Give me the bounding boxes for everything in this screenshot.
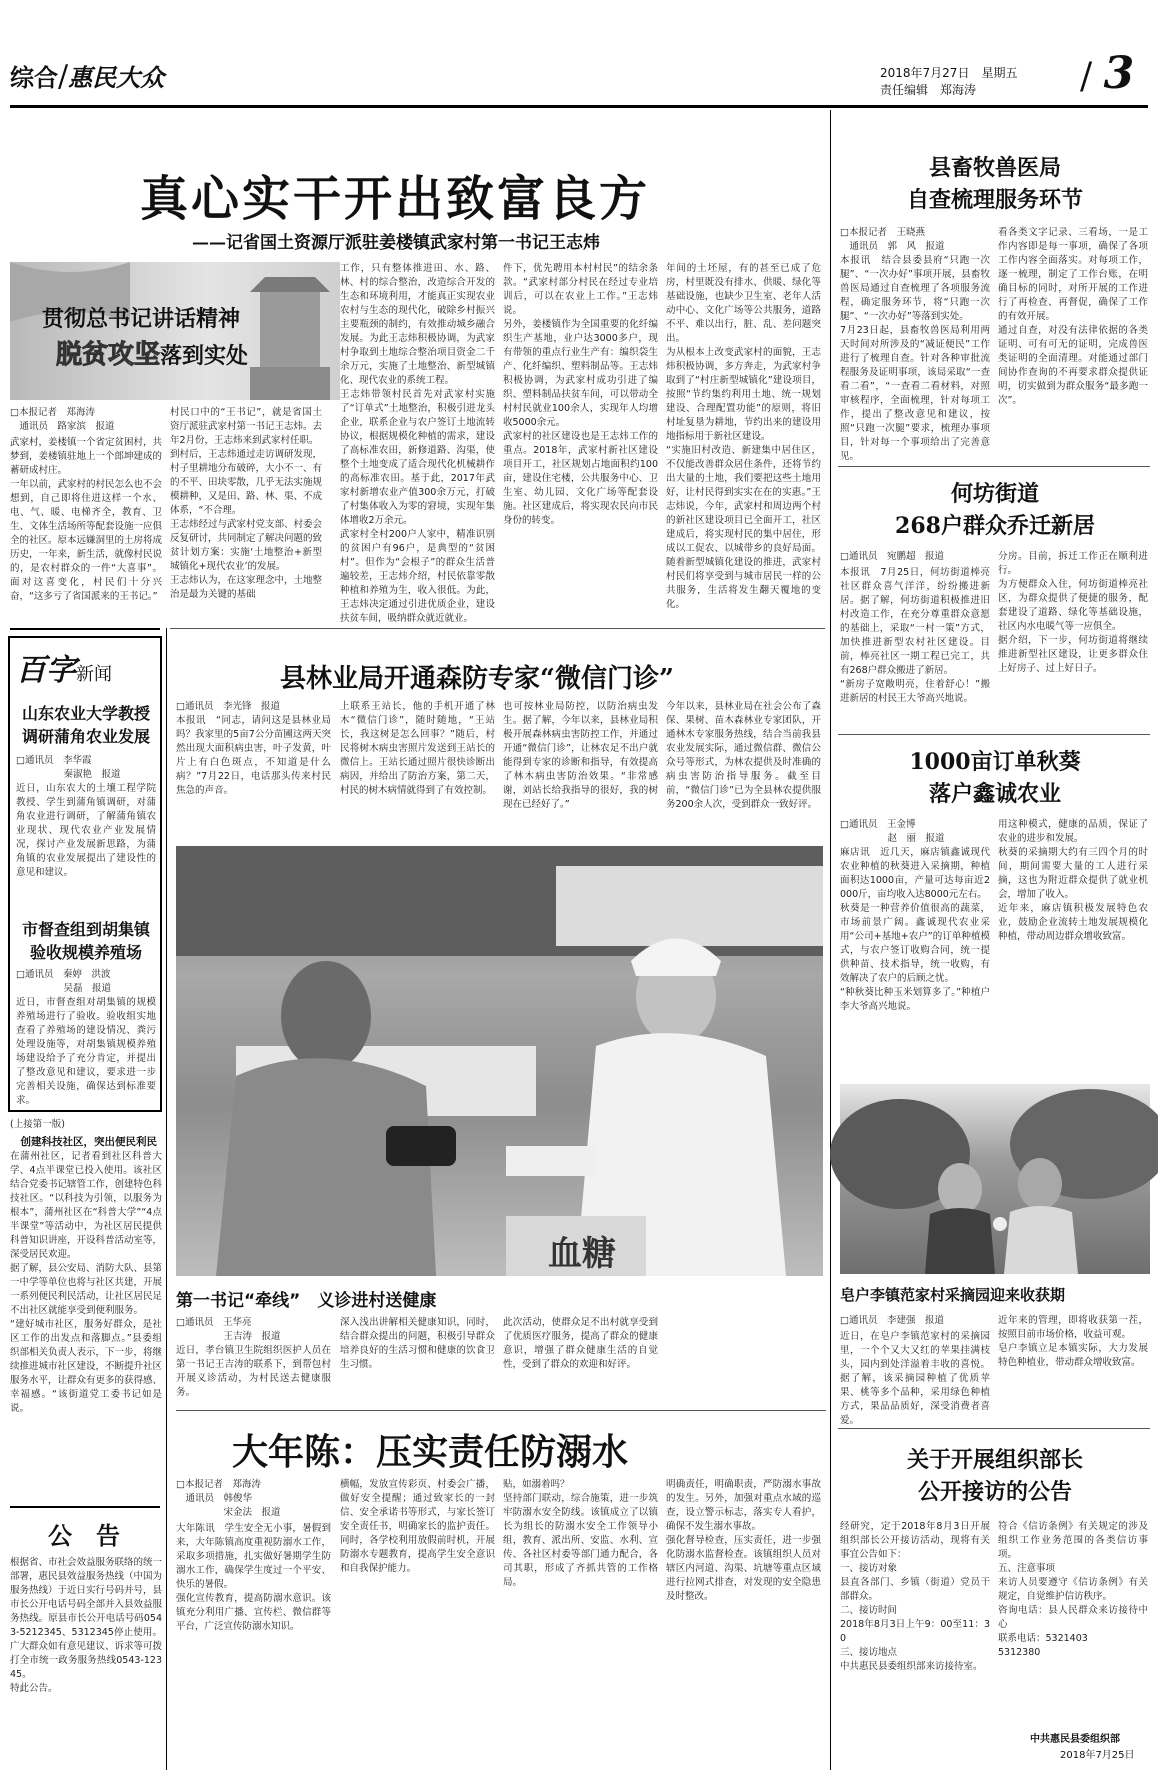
clinic-body3: 此次活动，使群众足不出村就享受到了优质医疗服务，提高了群众的健康意识，增强了群众健康生活的自觉性，受到了群众的欢迎和好评。 (503, 1317, 658, 1370)
lead-body-col4: 件下，优先聘用本村村民”的结余条款。“武家村部分村民在经过专业培训后，可以在农业上工作。”王志炜说。 另外，姜楼镇作为全国重要的化纤编织生产基地，业户达3000多户，现有带领的重点行业生产有：编织袋生产、化纤编织、塑料制品等。王志炜积极协调，为武家村成功引进了编织、塑料制品扶贫车间，可以带动全村村民就业100余人，实现年人均增收5000余元。 武家村的社区建设也是王志炜工作的重点。2018年，武家村新社区建设项目开工，社区规划占地面积约100亩，建设住宅楼，公共服务中心、卫生室、幼儿园、文化广场等配套设施。社区建成后，将实现农民向市民身份的转变。 (503, 263, 658, 526)
clinic-photo-caption: 第一书记“牵线” 义诊进村送健康 (176, 1291, 437, 1311)
public-reception-body2: 符合《信访条例》有关规定的涉及组织工作业务范围的各类信访事项。 五、注意事项 来访人员要遵守《信访条例》有关规定，自觉维护信访秩序。 咨询电话：县人民群众来访接待中心 联系电话：5321403 5312380 (998, 1521, 1148, 1658)
lead-byline: □本报记者 郑海涛 通讯员 路家滨 报道 (10, 407, 115, 432)
lead-body-col2: 村民口中的“王书记”，就是省国土资厅派驻武家村第一书记王志炜。去年2月份，王志炜来到武家村任职。 到村后，王志炜通过走访调研发现，村子里耕地分布破碎，大小不一、有的不平、田块零散，几乎无法实施规模耕种，又是田、路、林、渠、不成体系，“不合理。 王志炜经过与武家村党支部、村委会反复研讨，共同制定了解决问题的致贫计划方案：实施‘土地整治+新型城镇化+现代农业’的发展。 王志炜认为，在这家理念中，土地整治是最为关键的基础 (170, 407, 323, 600)
brand-name: 惠民大众 (68, 63, 165, 92)
left-notice-body: 根据省、市社会效益服务联络的统一部署，惠民县效益服务热线（中国为服务热线）于近日实行号码并号，县市长公开电话号码全部并入县效益服务热线。原县市长公开电话号码0543-5212345、5312345停止使用。广大群众如有意见建议、诉求等可拨打全市统一政务服务热线0543-12345。 特此公告。 (10, 1557, 163, 1694)
clinic-photo-illustration (176, 846, 823, 1276)
animal-husbandry-body2: 看各类文字记录、三看场，一是工作内容即是每一事项，确保了各项工作内容全面落实。对每项工作，逐一梳理，制定了工作台账，在明确目标的同时，对所开展的工作进行了再检查、再督促，确保了工作的有效开展。 通过自查，对没有法律依据的各类证明、可有可无的证明，完成兽医类证明的全面清理。对能通过部门间协作查询的不再要求群众提供证明，切实做到为群众服务“最多跑一次”。 (998, 227, 1148, 406)
banner-image (10, 262, 340, 400)
hefang-title: 何坊街道 268户群众乔迁新居 (895, 481, 1095, 539)
photo-label-text: 血糖 (548, 1234, 616, 1274)
hefang-byline: □通讯员 宛鹏超 报道 (840, 551, 944, 562)
orchard-photo-illustration (840, 1084, 1150, 1274)
orchard-body2: 近年来的管理，即将收获第一茬，按照目前市场价格，收益可观。 皂户李镇立足本镇实际，大力发展特色种植业，带动群众增收致富。 (998, 1315, 1148, 1368)
okra-byline: □通讯员 王金博 赵 丽 报道 (840, 819, 945, 844)
brief-news-logo (16, 645, 112, 689)
clinic-bottom-rule (176, 1410, 826, 1411)
hefang-body1: 本报讯 7月25日，何坊街道棒亮社区群众喜气洋洋，纷纷搬进新居。据了解，何坊街道积极推进旧村改造工作，在充分尊重群众意愿的基础上，采取“一村一策”方式，加快推进新型农村社区建设。目前，棒亮社区一期工程已完工，共有268户群众搬进了新居。 “新房子宽敞明亮，住着舒心！”搬进新居的村民王大爷高兴地说。 (840, 567, 990, 704)
masthead-section (10, 58, 164, 94)
animal-husbandry-byline: □本报记者 王晓燕 通讯员 郭 风 报道 (840, 227, 945, 252)
lead-title: 真心实干开出致富良方 (140, 171, 651, 227)
forestry-title: 县林业局开通森防专家“微信门诊” (280, 664, 674, 694)
brief-news-icon: 百字 (16, 653, 76, 688)
right-rule-1 (838, 466, 1150, 467)
page-number-slash: / (1080, 56, 1104, 97)
vertical-rule-left (166, 628, 167, 1770)
public-reception-body1: 经研究，定于2018年8月3日开展组织部长公开接访活动，现将有关事宜公告如下： 一、接访对象 县直各部门、乡镇（街道）党员干部群众。 二、接访时间 2018年8月3日上午9：00至11：30 三、接访地点 中共惠民县委组织部来访接待室。 (840, 1521, 990, 1672)
lead-bottom-rule (170, 628, 825, 629)
jump-section-title: 创建科技社区，突出便民利民 (10, 1136, 157, 1148)
orchard-photo (840, 1084, 1150, 1274)
public-reception-date: 2018年7月25日 (1060, 1750, 1135, 1761)
left-news1-body: □通讯员 李华霞 秦淑艳 报道 近日，山东农大的土壤工程学院教授、学生到蒲角镇调研，对蒲角农业进行调研，了解蒲角镇农业现状、现代农业产业发展情况，探讨产业发展新思路，为蒲角镇的农业发展提出了建设性的意见和建议。 (16, 755, 156, 878)
drowning-byline: □本报记者 郑海涛 通讯员 韩俊华 宋金法 报道 (176, 1479, 281, 1518)
forestry-body4: 今年以来，县林业局在社会公布了森保、果树、苗木森林业专家团队，开通林木专家服务热线，结合当前我县农业发展实际，通过微信群、微信公众号等形式，为林农提供及时准确的病虫害防治指导服务。截至目前，“微信门诊”已为全县林农提供服务200余人次，受到群众一致好评。 (666, 701, 821, 810)
clinic-body1: 近日，孝台镇卫生院组织医护人员在第一书记王吉涛的联系下，到帮包村开展义诊活动，为村民送去健康服务。 (176, 1345, 331, 1398)
lead-body-col3: 工作，只有整体推进田、水、路、林、村的综合整治，改造综合开发的生态和环境利用，才能真正实现农业农村与生态的现代化，破除乡村振兴主要瓶颈的制约，有效推动城乡融合发展。为此王志炜积极协调，为武家村争取到土地综合整治项目资金二千余万元，实施了土地整治、新型城镇化、现代农业的系统工程。 王志炜带领村民首先对武家村实施了“订单式”土地整治，积极引进龙头企业，联系企业与农户签订土地流转协议，根据规模化种植的需求，建设了高标准农田，新修道路、沟渠，使整个土地变成了适合现代化机械耕作的高标准农田。基于此，2017年武家村新增农业产值300余万元，打破了村集体收入为零的窘境，实现年集体增收2万余元。 武家村全村200户人家中，精准识别的贫困户有96户，是典型的“贫困村”。但作为“会根子”的群众生活普遍较差，王志炜介绍，村民依靠零散种植和养殖为生，收入很低。为此，王志炜决定通过引进优质企业，建设扶贫车间，吸纳群众就近就业。 (340, 263, 495, 624)
masthead-date: 2018年7月27日 星期五 (880, 66, 1018, 80)
drowning-body1: 大年陈讯 学生安全无小事，暑假到来，大年陈镇高度重视防溺水工作，采取多项措施，扎实做好暑期学生防溺水工作，确保学生度过一个平安、快乐的暑假。 强化宣传教育，提高防溺水意识。该镇充分利用广播、宣传栏、微信群等平台，广泛宣传防溺水知识。 (176, 1523, 331, 1632)
orchard-photo-caption: 皂户李镇范家村采摘园迎来收获期 (840, 1286, 1066, 1304)
forestry-body2: 上联系王站长，他的手机开通了林木“微信门诊”，随时随地，“王站长，我这树是怎么回事？”随后，村民将树木病虫害照片发送到王站长的微信上。王站长通过照片很快诊断出病因，并给出了防治方案，第二天，村民的树木病情就得到了有效控制。 (340, 701, 495, 796)
left-news1-title: 山东农业大学教授调研蒲角农业发展 (21, 704, 150, 746)
clinic-photo (176, 846, 823, 1276)
animal-husbandry-body1: 本报讯 结合县委县府“只跑一次腿”、“一次办好”事项开展，县畜牧兽医局通过自查梳理了各项服务流程，确定服务环节，将“只跑一次腿”、“一次办好”等落到实处。 7月23日起，县畜牧兽医局利用两天时间对所涉及的“减证便民”工作进行了梳理自查。针对各种审批流程服务及证明事项，该局采取“一查看二看”，“一查看二看材料，对照审核程序，全面梳理，针对每项工作，提出了整改意见和建议，按照“只跑一次腿”要求，梳理办事项目，针对每一个事项给出了完善意见。 (840, 255, 990, 462)
left-news2-body: □通讯员 秦婷 洪波 吴磊 报道 近日，市督查组对胡集镇的规模养殖场进行了验收。验收组实地查看了养殖场的建设情况、粪污处理设施等，对胡集镇规模养殖场建设给予了充分肯定，并提出了整改意见和建议，要求进一步完善相关设施，确保达到标准要求。 (16, 969, 156, 1106)
drowning-title: 大年陈：压实责任防溺水 (232, 1431, 629, 1473)
lead-subtitle: ——记省国土资源厅派驻姜楼镇武家村第一书记王志炜 (192, 233, 600, 253)
animal-husbandry-title: 县畜牧兽医局 自查梳理服务环节 (906, 155, 1083, 213)
vertical-rule-right (830, 110, 831, 1770)
left-notice-rule (10, 1506, 160, 1508)
public-reception-title: 关于开展组织部长 公开接访的公告 (906, 1447, 1083, 1505)
orchard-body1: 近日，在皂户李镇范家村的采摘园里，一个个又大又红的苹果挂满枝头，园内到处洋溢着丰收的喜悦。据了解，该采摘园种植了优质苹果、桃等多个品种，采用绿色种植方式，果品品质好，深受消费者喜爱。 (840, 1331, 990, 1426)
forestry-body3: 也可按林业局防控，以防治病虫发生。据了解，今年以来，县林业局积极开展森林病虫害防控工作，并通过开通“微信门诊”，让林农足不出户就能得到专家的诊断和指导，有效提高了林木病虫害防治效果。“非常感谢，刘站长给我指导的很好，我的树现在已经好了。” (503, 701, 658, 810)
banner-line2-highlight: 脱贫攻坚 (56, 340, 161, 370)
okra-body2: 用这种模式，健康的品质，保证了农业的进步和发展。 秋葵的采摘期大约有三四个月的时间，期间需要大量的工人进行采摘，这也为附近群众提供了就业机会，增加了收入。 近年来，麻店镇积极发展特色农业，鼓励企业流转土地发展规模化种植，带动周边群众增收致富。 (998, 819, 1148, 942)
right-rule-2 (838, 734, 1150, 735)
clinic-byline: □通讯员 王华亮 王吉涛 报道 (176, 1317, 281, 1342)
left-column-top-rule (10, 628, 160, 630)
forestry-byline: □通讯员 李光锋 报道 (176, 701, 280, 712)
masthead-rule (10, 105, 1148, 108)
clinic-body2: 深入浅出讲解相关健康知识，同时，结合群众提出的问题，积极引导群众培养良好的生活习惯和健康的饮食卫生习惯。 (340, 1317, 495, 1370)
section-name: 综合 (10, 63, 58, 92)
masthead-editor: 责任编辑 郑海涛 (880, 83, 977, 97)
banner-line2: 脱贫攻坚落到实处 (56, 340, 249, 370)
banner-line1: 贯彻总书记讲话精神 (42, 306, 241, 332)
left-notice-title: 公 告 (48, 1521, 120, 1550)
lead-body-col1: 武家村，姜楼镇一个省定贫困村，共梦到，姜楼镇驻地上一个郎坤建成的蓄研成村庄。 一年以前，武家村的村民怎么也不会想到，自己即将住进这样一个水、电、气、暖、电梯齐全，教育、卫生、文体生活场所等配套设施一应俱全的社区。原本远嫌洞里的土房将成历史，一年来，新生活，就像村民说的，是农村群众的一件“大喜事”。面对这喜变化，村民们十分兴奋，“这多亏了省国派来的王书记。” (10, 437, 163, 602)
orchard-byline: □通讯员 李建强 报道 (840, 1315, 944, 1326)
brief-news-label: 新闻 (76, 664, 112, 685)
lead-body-col5: 年间的土坯屋，有的甚至已成了危房，村里既没有排水、供暖、绿化等基础设施，也缺少卫生室、老年人活动中心、文化广场等公共服务，道路不平、难以出行，脏、乱、差问题突出。 为从根本上改变武家村的面貌，王志炜积极协调，多方奔走，为武家村争取到了“村庄新型城镇化”建设项目，按照“节约集约利用土地、统一规划建设、合理配置功能”的原则，将旧村址复垦为耕地，节约出来的建设用地指标用于新社区建设。 “实施旧村改造、新建集中居住区，不仅能改善群众居住条件，还将节约出大量的土地，我们要把这些土地用好，让村民得到实实在在的实惠。”王志炜说，今年，武家村和周边两个村的新社区建设项目已全面开工，社区建成后，将实现村民的集中居住，形成以工促农、以城带乡的良好局面。随着新型城镇化建设的推进，武家村村民们将享受到与城市居民一样的公共服务，生活将发生翻天覆地的变化。 (666, 263, 821, 610)
okra-body1: 麻店讯 近几天，麻店镇鑫诚现代农业种植的秋葵进入采摘期，种植面积达1000亩，产量可达每亩近2000斤，亩均收入达8000元左右。 秋葵是一种营养价值很高的蔬菜，市场前景广阔。鑫诚现代农业采用“公司+基地+农户”的订单种植模式，与农户签订收购合同，统一提供种苗、技术指导，统一收购，有效解决了农户的后顾之忧。 “种秋葵比种玉米划算多了。”种植户李大爷高兴地说。 (840, 847, 990, 1012)
section-slash: / (58, 59, 69, 94)
page-number: / 3 (1080, 48, 1135, 99)
forestry-body1: 本报讯 “同志，请问这是县林业局吗？我家里的5亩7公分苗圃这两天突然出现大面积病虫害，叶子发黄，叶片上有白色斑点，不知道是什么病？”7月22日，电话那头传来村民焦急的声音。 (176, 715, 331, 796)
hefang-body2: 分房。目前，拆迁工作正在顺利进行。 为方便群众入住，何坊街道棒亮社区，为群众提供了便捷的服务，配套建设了道路、绿化等基础设施，社区内水电暖气等一应俱全。 据介绍，下一步，何坊街道将继续推进新型社区建设，让更多群众住上好房子、过上好日子。 (998, 551, 1148, 674)
right-rule-3 (838, 1428, 1150, 1429)
drowning-body4: 明确责任，明确职责，严防溺水事故的发生。另外，加强对重点水域的巡查，设立警示标志，落实专人看护，确保不发生溺水事故。 强化督导检查，压实责任，进一步强化防溺水监督检查。该镇组织人员对辖区内河道、沟渠、坑塘等重点区域进行拉网式排查，对发现的安全隐患及时整改。 (666, 1479, 821, 1602)
jump-body: 在蒲州社区，记者看到社区科普大学、4点半课堂已投入使用。该社区结合党委书记辖管工作，创建特色科技社区。“以科技为引领，以服务为根本”，蒲州社区在“科普大学”“4点半课堂”等活动中，为社区居民提供科普知识讲座，开设科普活动室等，深受居民欢迎。 据了解，县公安局、消防大队、县第一中学等单位也将与社区共建，开展一系列便民利民活动，让社区居民足不出社区就能享受到便利服务。 “建好城市社区，服务好群众，是社区工作的出发点和落脚点。”县委组织部相关负责人表示，下一步，将继续推进城市社区建设，不断提升社区服务水平，让群众有更多的获得感、幸福感。“该街道党工委书记如是说。 (10, 1151, 163, 1414)
okra-title: 1000亩订单秋葵 落户鑫诚农业 (909, 749, 1081, 807)
drowning-body2: 横幅，发放宣传彩页、村委会广播，做好安全提醒；通过致家长的一封信、安全承诺书等形式，与家长签订安全责任书，明确家长的监护责任。同时，各学校利用放假前时机，开展防溺水专题教育，提高学生安全意识和自我保护能力。 (340, 1479, 495, 1574)
public-reception-sign: 中共惠民县委组织部 (1030, 1734, 1120, 1745)
jump-from-label: (上接第一版) (10, 1119, 65, 1130)
left-news2-title: 市督查组到胡集镇验收规模养殖场 (21, 920, 150, 962)
drowning-body3: 贴，如溺着吗？ 坚持部门联动，综合施策，进一步筑牢防溺水安全防线。该镇成立了以镇长为组长的防溺水安全工作领导小组，教育、派出所、安监、水利、宣传、各社区村委等部门通力配合，各司其职，形成了齐抓共管的工作格局。 (503, 1479, 658, 1588)
